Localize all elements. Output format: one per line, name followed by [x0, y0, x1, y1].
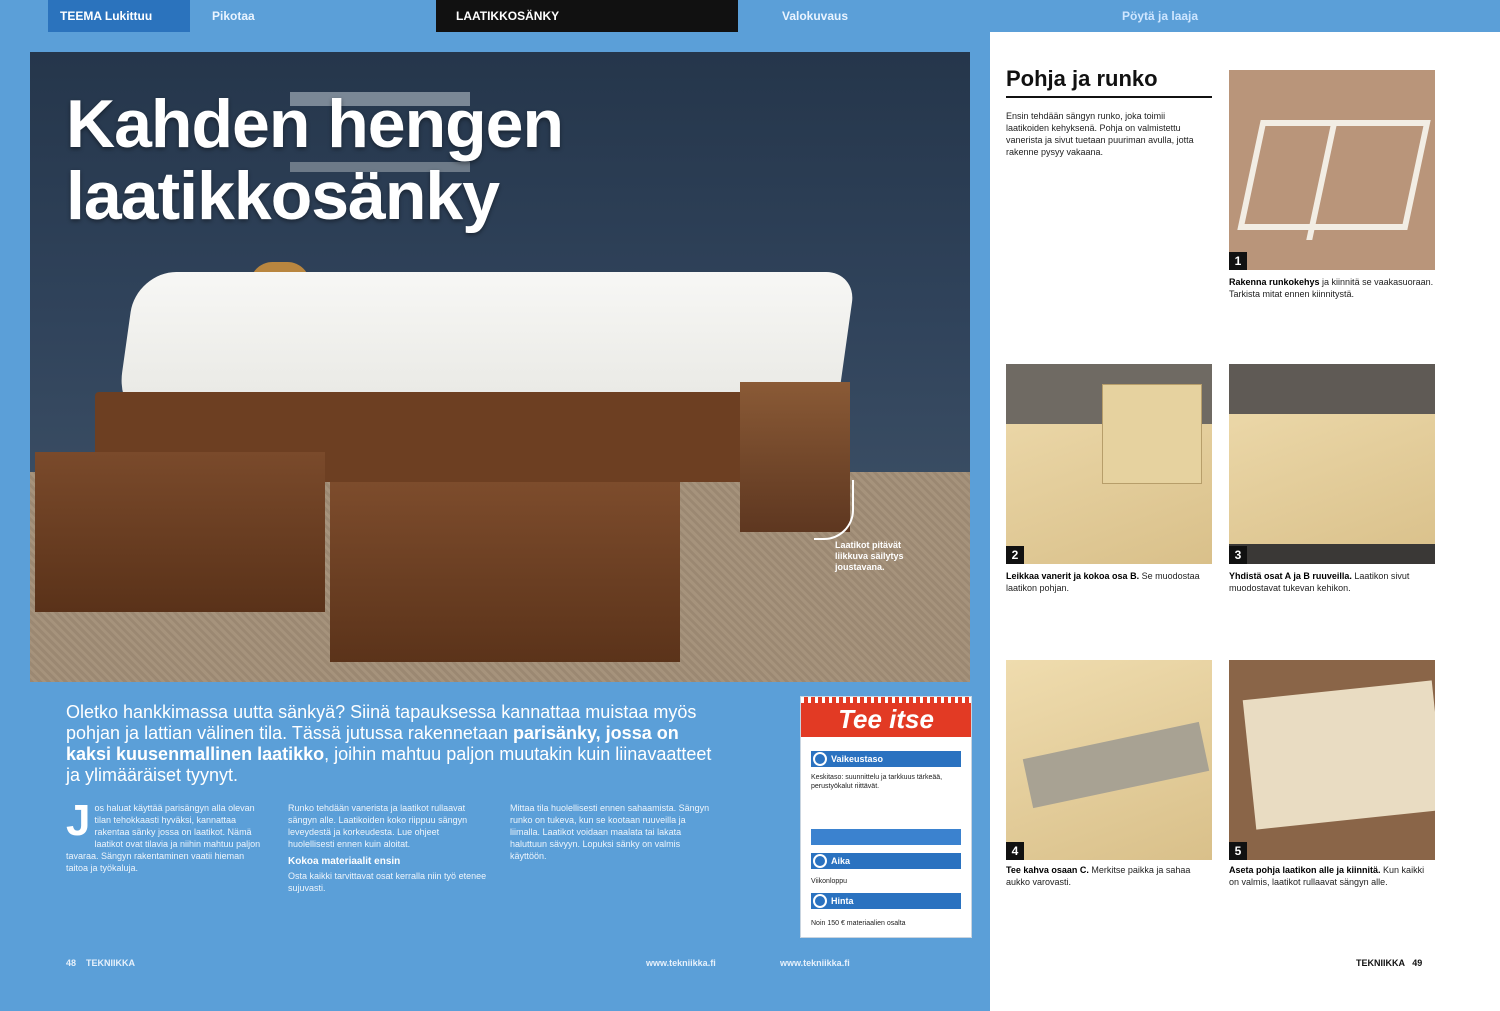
- tab-theme[interactable]: TEEMA Lukittuu: [48, 0, 190, 32]
- lead-text-1: Oletko hankkimassa uutta sänkyä? Siinä tapauksessa kannattaa muistaa myös pohjan ja lattian välinen tila. Tässä jutussa rakennetaan: [66, 702, 697, 743]
- title-line-1: Kahden hengen: [66, 86, 564, 162]
- tab-section-2[interactable]: Pikotaa: [212, 9, 255, 23]
- clock-icon: [813, 854, 827, 868]
- step-1-number: 1: [1229, 252, 1247, 270]
- step-3-number: 3: [1229, 546, 1247, 564]
- step-4-bold: Tee kahva osaan C.: [1006, 865, 1089, 875]
- difficulty-label: Vaikeustaso: [831, 754, 884, 764]
- step-5-photo: [1229, 660, 1435, 860]
- page-number-right: 49: [1412, 958, 1423, 968]
- body-col2-text-b: Osta kaikki tarvittavat osat kerralla niin työ etenee sujuvasti.: [288, 871, 487, 893]
- drawer-middle: [330, 482, 680, 662]
- step-2-number: 2: [1006, 546, 1024, 564]
- article-title: [66, 88, 626, 232]
- step-2-caption: [1006, 570, 1212, 594]
- brand-right: TEKNIIKKA: [1356, 958, 1405, 968]
- step-3-caption: [1229, 570, 1435, 594]
- body-col2-text: Runko tehdään vanerista ja laatikot rullaavat sängyn alle. Laatikoiden koko riippuu sängyn leveydestä ja korkeudesta. Lue ohjeet huolellisesti ennen kuin aloitat.: [288, 803, 468, 849]
- top-navigation-bar: [0, 0, 1500, 32]
- step-3-text: Laatikon sivut muodostavat tukevan kehikon.: [1229, 571, 1410, 593]
- step-1-photo: [1229, 70, 1435, 270]
- step-1-text: ja kiinnitä se vaakasuoraan. Tarkista mitat ennen kiinnitystä.: [1229, 277, 1434, 299]
- section-intro: Ensin tehdään sängyn runko, joka toimii laatikoiden kehyksenä. Pohja on valmistettu vanerista ja sivut tuetaan puuriman avulla, jotta rakenne pysyy vakaana.: [1006, 111, 1194, 157]
- step-1-caption: [1229, 276, 1435, 300]
- body-column-2: [288, 802, 488, 894]
- handle-cutout: [1023, 722, 1209, 808]
- time-label: Aika: [831, 856, 851, 866]
- step-4-photo: [1006, 660, 1212, 860]
- body-column-3: [510, 802, 710, 862]
- tab-section-4[interactable]: Valokuvaus: [782, 9, 849, 23]
- title-line-2: laatikkosänky: [66, 158, 500, 234]
- url-right[interactable]: www.tekniikka.fi: [780, 958, 850, 968]
- tee-itse-infobox: [800, 696, 972, 938]
- workshop-background: [1229, 364, 1435, 414]
- footer-right: [1356, 958, 1422, 968]
- price-label: Hinta: [831, 896, 854, 906]
- step-5-caption: [1229, 864, 1435, 888]
- step-5-bold: Aseta pohja laatikon alle ja kiinnitä.: [1229, 865, 1381, 875]
- url-left[interactable]: www.tekniikka.fi: [646, 958, 716, 968]
- step-1-bold: Rakenna runkokehys: [1229, 277, 1320, 287]
- step-2-photo: [1006, 364, 1212, 564]
- difficulty-meter: [811, 829, 961, 845]
- lead-text-2: , joihin mahtuu paljon muutakin kuin liinavaatteet ja ylimääräiset tyynyt.: [66, 744, 712, 785]
- tab-active-article[interactable]: LAATIKKOSÄNKY: [436, 0, 738, 32]
- tab-section-5[interactable]: Pöytä ja laaja: [1122, 9, 1199, 23]
- brand-left: TEKNIIKKA: [86, 958, 135, 968]
- step-3-bold: Yhdistä osat A ja B ruuveilla.: [1229, 571, 1352, 581]
- drop-cap: J: [66, 796, 91, 845]
- table-edge: [1229, 544, 1435, 564]
- page-number-left: 48: [66, 958, 77, 968]
- body-subhead: Kokoa materiaalit ensin: [288, 856, 401, 867]
- body-col3-text: Mittaa tila huolellisesti ennen sahaamista. Sängyn runko on tukeva, kun se kootaan ruuveilla ja liimalla. Laatikot voidaan maalata tai lakata haluttuun sävyyn. Lopuksi sänky on valmis käyttöön.: [510, 803, 710, 861]
- drawer-left: [35, 452, 325, 612]
- difficulty-row: [811, 751, 961, 767]
- step-2-bold: Leikkaa vanerit ja kokoa osa B.: [1006, 571, 1140, 581]
- tee-itse-title: Tee itse: [801, 697, 971, 737]
- time-text: Viikonloppu: [811, 878, 848, 885]
- plywood-bottom: [1243, 680, 1435, 829]
- body-column-1: [66, 796, 266, 874]
- price-icon: [813, 894, 827, 908]
- section-title: Pohja ja runko: [1006, 66, 1212, 98]
- difficulty-text: Keskitaso: suunnittelu ja tarkkuus tärkeää, perustyökalut riittävät.: [811, 774, 943, 790]
- plywood-panel: [1102, 384, 1202, 484]
- lead-paragraph: [66, 702, 726, 786]
- step-4-text: Merkitse paikka ja sahaa aukko varovasti.: [1006, 865, 1191, 887]
- difficulty-icon: [813, 752, 827, 766]
- step-5-text: Kun kaikki on valmis, laatikot rullaavat sängyn alle.: [1229, 865, 1425, 887]
- step-4-caption: [1006, 864, 1212, 888]
- price-row: [811, 893, 961, 909]
- step-2-text: Se muodostaa laatikon pohjan.: [1006, 571, 1200, 593]
- photo-callout: Laatikot pitävät liikkuva säilytys joustavana.: [835, 540, 904, 572]
- hero-photo: [30, 52, 970, 682]
- step-4-number: 4: [1006, 842, 1024, 860]
- price-text: Noin 150 € materiaalien osalta: [811, 920, 906, 927]
- body-col1-text: os haluat käyttää parisängyn alla olevan tilan tehokkaasti hyväksi, kannattaa rakentaa sänky jossa on laatikot. Nämä laatikot ovat tilavia ja niihin mahtuu paljon tavaraa. Sängyn rakentaminen vaatii hieman taitoa ja työkaluja.: [66, 803, 261, 873]
- step-3-photo: [1229, 364, 1435, 564]
- step-5-number: 5: [1229, 842, 1247, 860]
- lead-bold: parisänky, jossa on kaksi kuusenmallinen laatikko: [66, 723, 679, 764]
- time-row: [811, 853, 961, 869]
